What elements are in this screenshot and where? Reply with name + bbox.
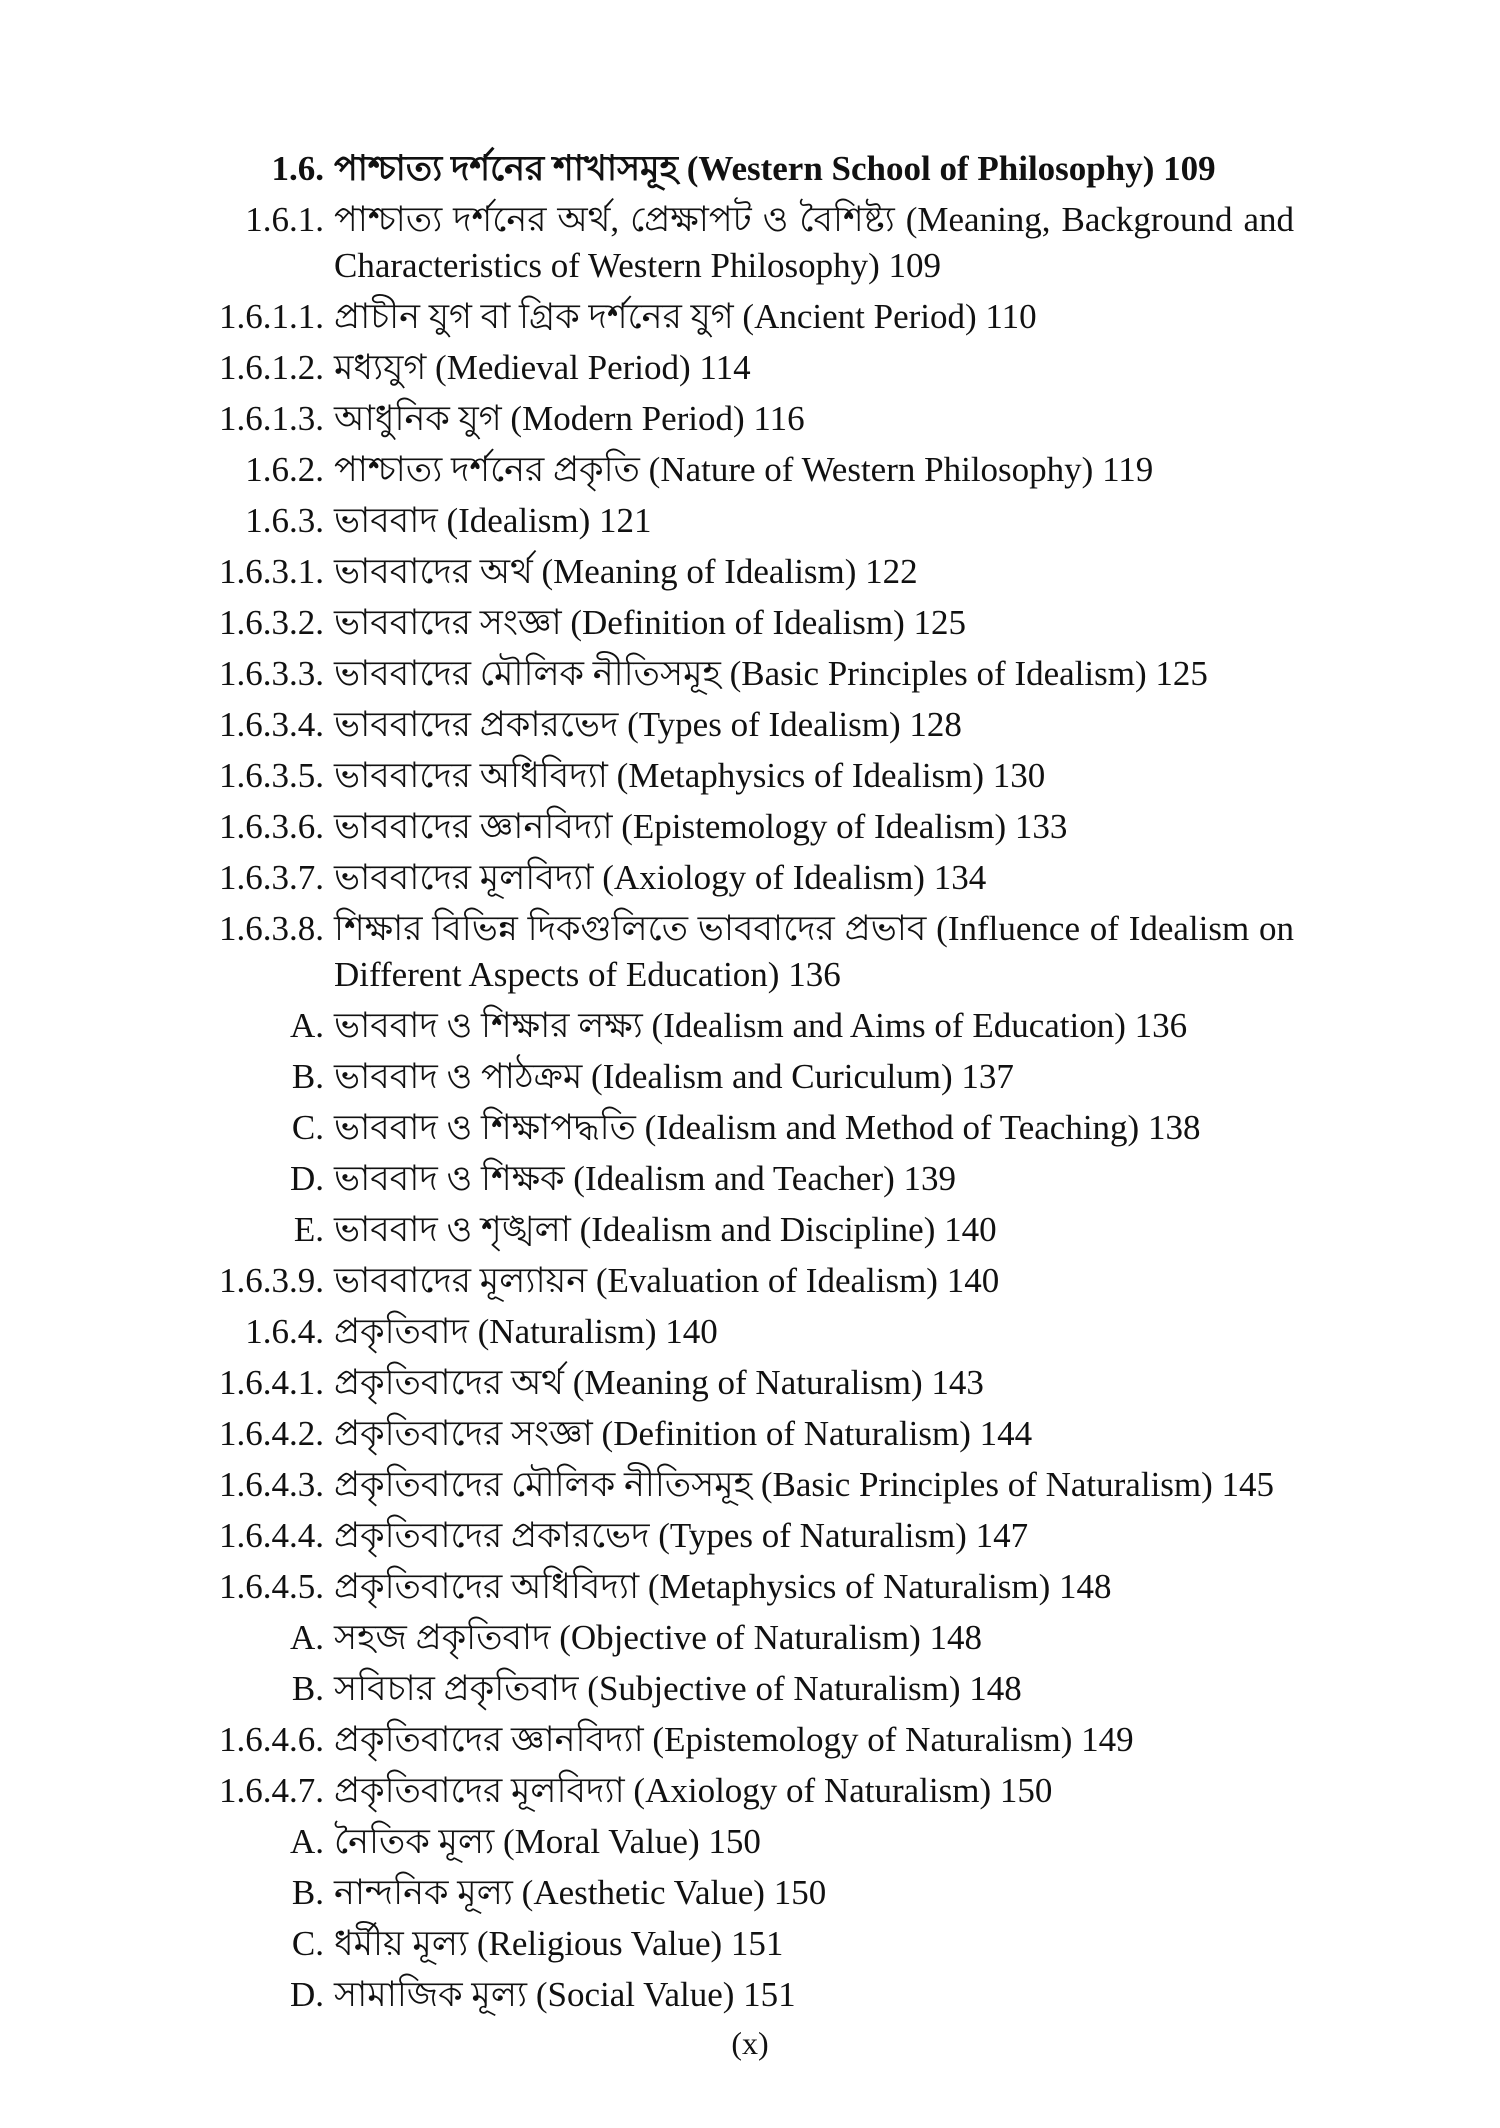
- toc-entry-number: D.: [289, 1975, 324, 2014]
- toc-entry-number: 1.6.4.6.: [219, 1720, 324, 1759]
- toc-entry: [0, 1615, 1500, 1661]
- toc-entry-title: সহজ প্রকৃতিবাদ (Objective of Naturalism) 148: [334, 1618, 983, 1657]
- toc-entry: [0, 600, 1500, 646]
- toc-entry: [0, 1870, 1500, 1916]
- toc-entry: [0, 1768, 1500, 1814]
- toc-entry-title: প্রকৃতিবাদের মূলবিদ্যা (Axiology of Naturalism) 150: [334, 1771, 1053, 1810]
- toc-entry-title: মধ্যযুগ (Medieval Period) 114: [334, 348, 751, 387]
- toc-entry-number: 1.6.3.2.: [219, 603, 324, 642]
- toc-entry-title: প্রকৃতিবাদ (Naturalism) 140: [334, 1312, 718, 1351]
- toc-entry-number: 1.6.4.1.: [219, 1363, 324, 1402]
- toc-entry: [0, 1921, 1500, 1967]
- toc-entry-title: নৈতিক মূল্য (Moral Value) 150: [334, 1822, 761, 1861]
- toc-entry: [0, 1156, 1500, 1202]
- toc-entry: [0, 1105, 1500, 1151]
- toc-entry-title: প্রকৃতিবাদের সংজ্ঞা (Definition of Naturalism) 144: [334, 1414, 1033, 1453]
- toc-entry-title: ভাববাদ ও শিক্ষক (Idealism and Teacher) 139: [334, 1159, 957, 1198]
- toc-entry-title: সামাজিক মূল্য (Social Value) 151: [334, 1975, 796, 2014]
- toc-entry-number: D.: [289, 1159, 324, 1198]
- toc-entry-title: ভাববাদ ও শিক্ষার লক্ষ্য (Idealism and Aims of Education) 136: [334, 1006, 1188, 1045]
- toc-entry-title: ভাববাদের জ্ঞানবিদ্যা (Epistemology of Idealism) 133: [334, 807, 1068, 846]
- toc-entry-title: আধুনিক যুগ (Modern Period) 116: [334, 399, 805, 438]
- toc-entry-title: ভাববাদের অর্থ (Meaning of Idealism) 122: [334, 552, 918, 591]
- toc-entry-title: প্রাচীন যুগ বা গ্রিক দর্শনের যুগ (Ancient Period) 110: [334, 297, 1037, 336]
- toc-entry: [0, 549, 1500, 595]
- toc-entry-number: A.: [289, 1822, 324, 1861]
- toc-entry-title: ভাববাদ ও শিক্ষাপদ্ধতি (Idealism and Method of Teaching) 138: [334, 1108, 1201, 1147]
- toc-entry-number: 1.6.3.6.: [219, 807, 324, 846]
- toc-entry-title: সবিচার প্রকৃতিবাদ (Subjective of Naturalism) 148: [334, 1669, 1022, 1708]
- toc-entry-number: 1.6.4.7.: [219, 1771, 324, 1810]
- toc-entry-title: পাশ্চাত্য দর্শনের অর্থ, প্রেক্ষাপট ও বৈশিষ্ট্য (Meaning, Background and Characteristics of Western Philosophy) 109: [334, 200, 1294, 285]
- toc-entry: [0, 498, 1500, 544]
- toc-entry-number: 1.6.3.5.: [219, 756, 324, 795]
- toc-entry-number: 1.6.4.: [245, 1312, 324, 1351]
- toc-entry: [0, 651, 1500, 697]
- toc-entry-number: 1.6.1.2.: [219, 348, 324, 387]
- toc-entry: [0, 1564, 1500, 1610]
- toc-entry-number: 1.6.3.8.: [219, 909, 324, 948]
- toc-entry: [0, 753, 1500, 799]
- toc-entry-number: C.: [291, 1924, 324, 1963]
- toc-entry: [0, 396, 1500, 442]
- toc-entry-title: প্রকৃতিবাদের অধিবিদ্যা (Metaphysics of Naturalism) 148: [334, 1567, 1112, 1606]
- toc-entry-title: শিক্ষার বিভিন্ন দিকগুলিতে ভাববাদের প্রভাব (Influence of Idealism on Different Aspects of Education) 136: [334, 909, 1294, 994]
- toc-entry-number: B.: [291, 1057, 324, 1096]
- toc-entry: [0, 1360, 1500, 1406]
- toc-entry: [0, 1513, 1500, 1559]
- toc-entry-number: 1.6.1.: [245, 200, 324, 239]
- toc-entry-title: ভাববাদের অধিবিদ্যা (Metaphysics of Idealism) 130: [334, 756, 1046, 795]
- toc-entry: [0, 1666, 1500, 1712]
- toc-entry: [0, 906, 1500, 998]
- toc-entry-number: 1.6.4.5.: [219, 1567, 324, 1606]
- toc-entry: [0, 294, 1500, 340]
- toc-entry-title: ধর্মীয় মূল্য (Religious Value) 151: [334, 1924, 784, 1963]
- toc-entry: [0, 1054, 1500, 1100]
- toc-entry-title: পাশ্চাত্য দর্শনের প্রকৃতি (Nature of Western Philosophy) 119: [334, 450, 1154, 489]
- toc-entry-title: প্রকৃতিবাদের অর্থ (Meaning of Naturalism) 143: [334, 1363, 984, 1402]
- table-of-contents: [0, 146, 1500, 2023]
- toc-entry-number: 1.6.3.1.: [219, 552, 324, 591]
- toc-entry-number: 1.6.3.: [245, 501, 324, 540]
- toc-entry: [0, 447, 1500, 493]
- toc-entry: [0, 146, 1500, 192]
- toc-entry-number: 1.6.4.4.: [219, 1516, 324, 1555]
- toc-entry-number: 1.6.3.7.: [219, 858, 324, 897]
- toc-entry: [0, 1972, 1500, 2018]
- toc-entry-number: 1.6.3.9.: [219, 1261, 324, 1300]
- toc-entry-number: 1.6.1.1.: [219, 297, 324, 336]
- toc-entry-number: E.: [293, 1210, 324, 1249]
- toc-entry: [0, 1411, 1500, 1457]
- toc-entry-title: প্রকৃতিবাদের প্রকারভেদ (Types of Naturalism) 147: [334, 1516, 1029, 1555]
- toc-entry-number: 1.6.3.4.: [219, 705, 324, 744]
- toc-entry: [0, 1258, 1500, 1304]
- toc-entry: [0, 1717, 1500, 1763]
- toc-entry-title: নান্দনিক মূল্য (Aesthetic Value) 150: [334, 1873, 827, 1912]
- toc-entry-title: ভাববাদের মূল্যায়ন (Evaluation of Idealism) 140: [334, 1261, 1000, 1300]
- toc-entry: [0, 345, 1500, 391]
- toc-entry-title: প্রকৃতিবাদের জ্ঞানবিদ্যা (Epistemology of Naturalism) 149: [334, 1720, 1134, 1759]
- toc-entry-title: ভাববাদ (Idealism) 121: [334, 501, 652, 540]
- toc-entry: [0, 1819, 1500, 1865]
- toc-entry-title: ভাববাদ ও শৃঙ্খলা (Idealism and Discipline) 140: [334, 1210, 997, 1249]
- toc-entry-title: ভাববাদের সংজ্ঞা (Definition of Idealism) 125: [334, 603, 966, 642]
- toc-entry-number: 1.6.: [271, 149, 324, 188]
- toc-entry-number: 1.6.2.: [245, 450, 324, 489]
- toc-entry-number: C.: [291, 1108, 324, 1147]
- toc-entry-title: ভাববাদের মৌলিক নীতিসমূহ (Basic Principles of Idealism) 125: [334, 654, 1208, 693]
- toc-entry-title: ভাববাদের মূলবিদ্যা (Axiology of Idealism) 134: [334, 858, 987, 897]
- toc-entry-number: A.: [289, 1618, 324, 1657]
- toc-entry-number: B.: [291, 1669, 324, 1708]
- page-number: (x): [731, 2025, 769, 2061]
- toc-entry: [0, 855, 1500, 901]
- toc-entry: [0, 702, 1500, 748]
- toc-entry-number: B.: [291, 1873, 324, 1912]
- toc-entry-number: A.: [289, 1006, 324, 1045]
- toc-entry-title: প্রকৃতিবাদের মৌলিক নীতিসমূহ (Basic Principles of Naturalism) 145: [334, 1465, 1275, 1504]
- toc-entry: [0, 1003, 1500, 1049]
- toc-entry: [0, 1462, 1500, 1508]
- toc-entry-number: 1.6.4.2.: [219, 1414, 324, 1453]
- toc-entry-title: ভাববাদের প্রকারভেদ (Types of Idealism) 128: [334, 705, 962, 744]
- toc-entry-title: ভাববাদ ও পাঠক্রম (Idealism and Curiculum) 137: [334, 1057, 1014, 1096]
- toc-entry-number: 1.6.4.3.: [219, 1465, 324, 1504]
- toc-entry-number: 1.6.1.3.: [219, 399, 324, 438]
- toc-entry-title: পাশ্চাত্য দর্শনের শাখাসমূহ (Western School of Philosophy) 109: [334, 149, 1216, 188]
- toc-entry: [0, 804, 1500, 850]
- toc-entry-number: 1.6.3.3.: [219, 654, 324, 693]
- toc-entry: [0, 1207, 1500, 1253]
- toc-entry: [0, 197, 1500, 289]
- toc-entry: [0, 1309, 1500, 1355]
